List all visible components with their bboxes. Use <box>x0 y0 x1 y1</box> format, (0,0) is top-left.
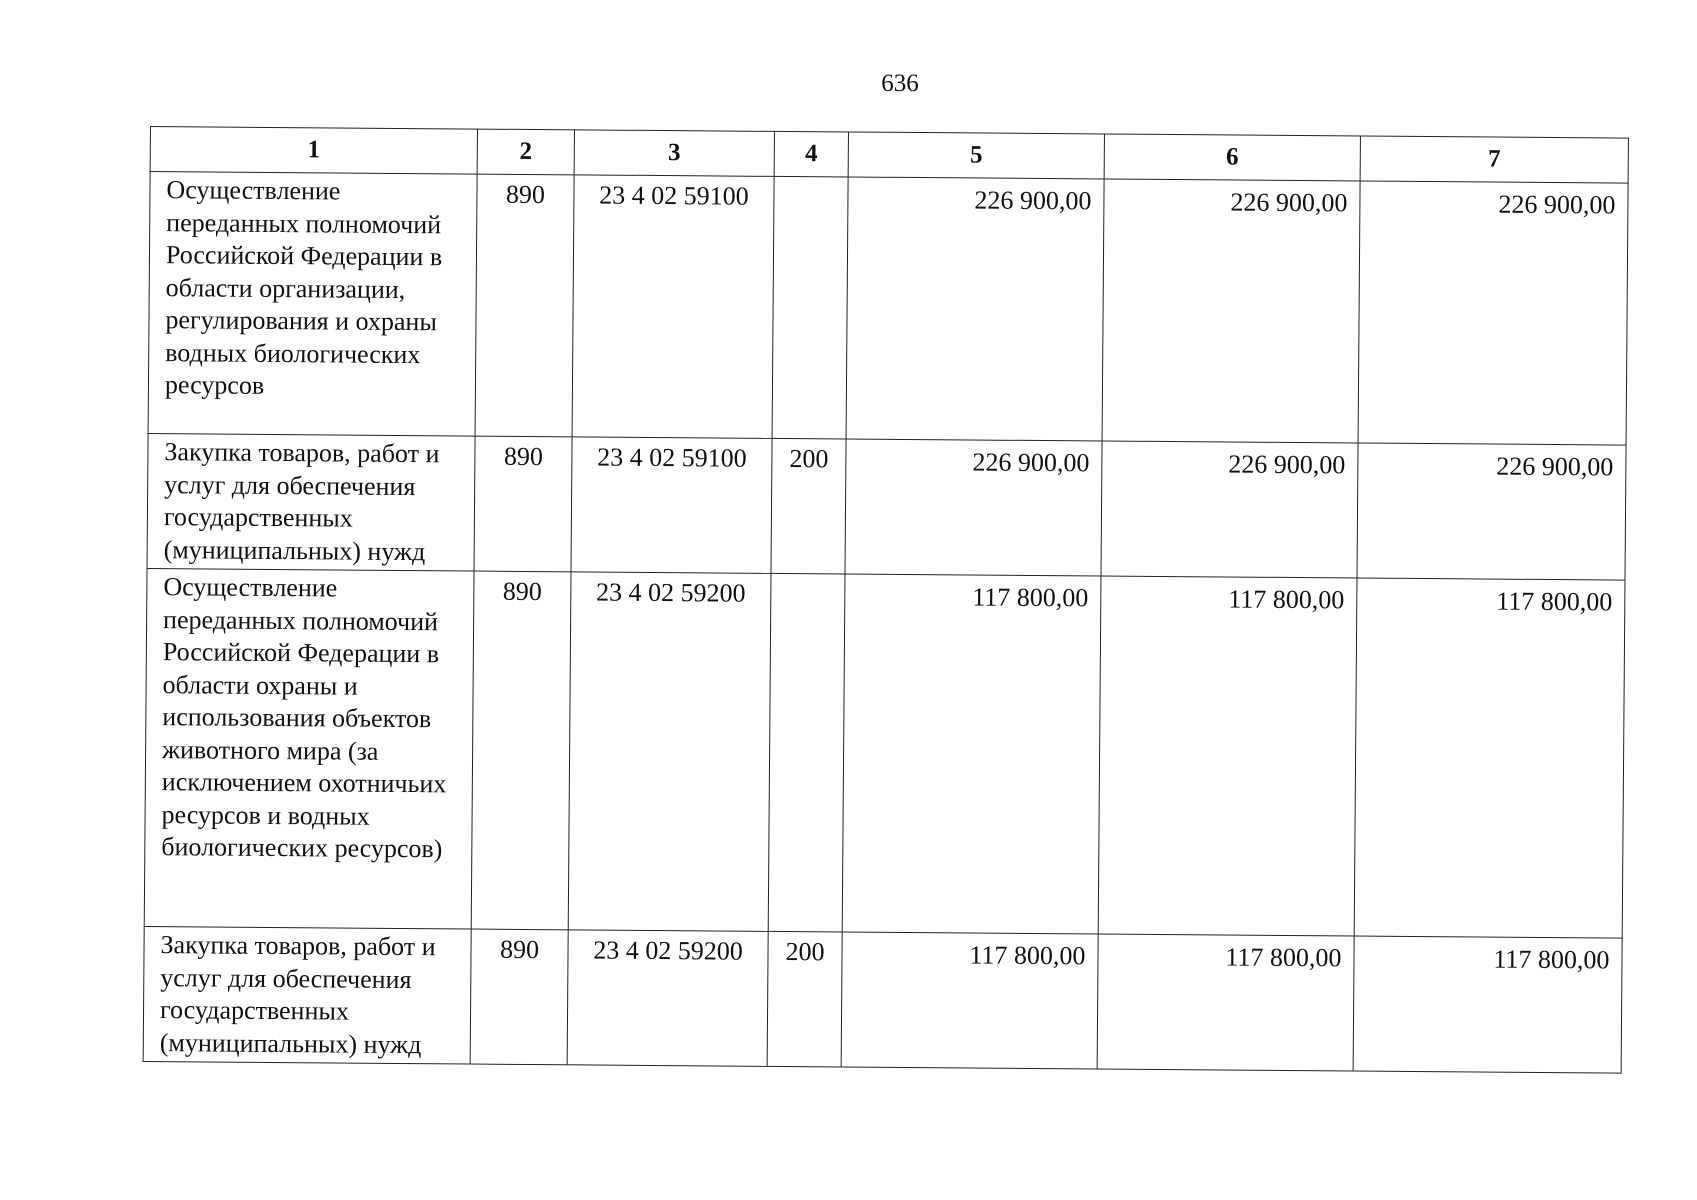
row-col2: 890 <box>475 174 574 437</box>
row-col3: 23 4 02 59100 <box>571 437 772 574</box>
page-number: 636 <box>881 70 919 97</box>
row-col4 <box>772 176 848 439</box>
budget-table <box>143 126 1629 1074</box>
header-col-6: 6 <box>1104 134 1360 181</box>
row-col4: 200 <box>771 438 846 574</box>
row-name: Осуществление переданных полномочий Российской Федерации в области охраны и использования объектов животного мира (за исключением охотничьих ресурсов и водных биологических ресурсов) <box>144 568 474 929</box>
header-col-2: 2 <box>477 129 574 175</box>
header-col-7: 7 <box>1360 136 1628 183</box>
row-col5: 117 800,00 <box>842 574 1101 934</box>
row-col5: 226 900,00 <box>846 177 1104 441</box>
table-row <box>148 172 1628 446</box>
row-name: Осуществление переданных полномочий Российской Федерации в области организации, регулирования и охраны водных биологических ресурсов <box>148 172 477 437</box>
row-col7: 117 800,00 <box>1353 936 1622 1073</box>
row-col2: 890 <box>471 571 571 930</box>
header-col-3: 3 <box>574 130 774 177</box>
row-col3: 23 4 02 59100 <box>572 175 774 439</box>
row-col3: 23 4 02 59200 <box>567 930 768 1067</box>
row-col2: 890 <box>474 436 572 572</box>
table-row <box>147 433 1626 580</box>
header-col-1: 1 <box>150 127 477 175</box>
row-col3: 23 4 02 59200 <box>568 572 771 932</box>
row-name: Закупка товаров, работ и услуг для обеспечения государственных (муниципальных) нужд <box>143 926 471 1064</box>
row-col6: 117 800,00 <box>1098 576 1357 936</box>
row-col6: 226 900,00 <box>1102 179 1360 443</box>
row-col5: 226 900,00 <box>845 439 1102 576</box>
row-col5: 117 800,00 <box>841 932 1098 1069</box>
header-col-5: 5 <box>848 132 1104 179</box>
row-col7: 117 800,00 <box>1354 578 1625 938</box>
row-name: Закупка товаров, работ и услуг для обеспечения государственных (муниципальных) нужд <box>147 433 475 571</box>
table-row <box>143 926 1622 1073</box>
row-col7: 226 900,00 <box>1358 181 1628 445</box>
row-col4 <box>768 573 845 932</box>
table-row <box>144 568 1625 938</box>
header-col-4: 4 <box>774 131 848 177</box>
row-col7: 226 900,00 <box>1357 443 1626 580</box>
row-col6: 226 900,00 <box>1101 441 1358 578</box>
row-col2: 890 <box>470 929 568 1065</box>
row-col4: 200 <box>767 931 842 1067</box>
row-col6: 117 800,00 <box>1097 934 1354 1071</box>
